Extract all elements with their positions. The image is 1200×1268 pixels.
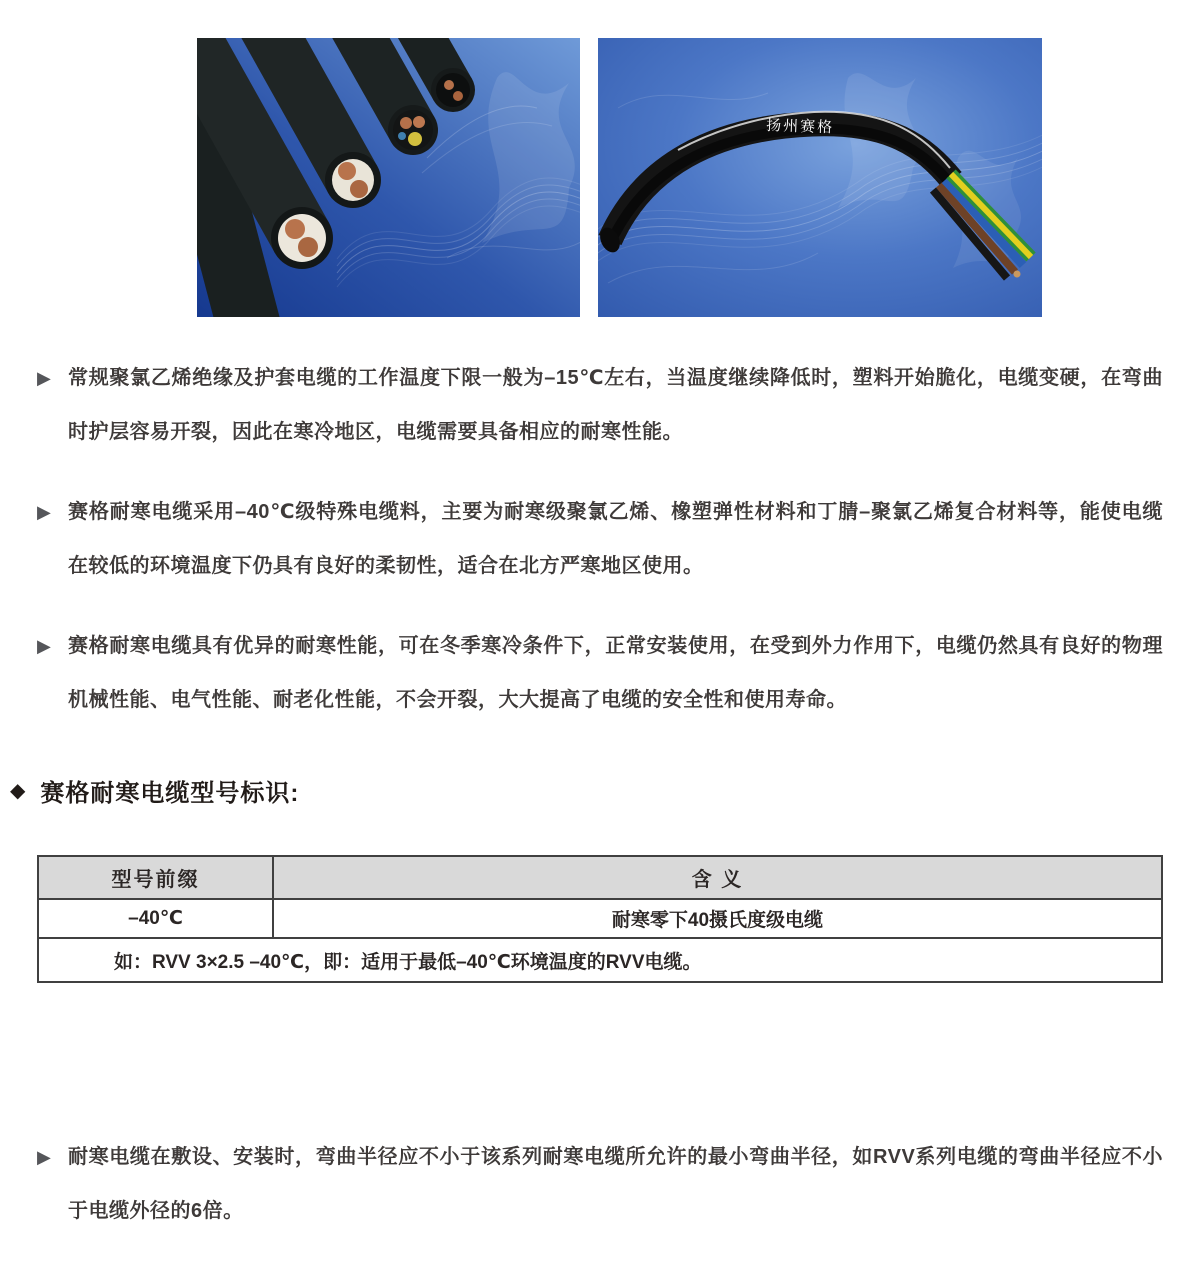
bullet-point-1	[37, 351, 1163, 459]
cell-meaning: 耐寒零下40摄氏度级电缆	[273, 899, 1162, 938]
bullet-text: 耐寒电缆在敷设、安装时，弯曲半径应不小于该系列耐寒电缆所允许的最小弯曲半径，如RVV系列电缆的弯曲半径应不小于电缆外径的6倍。	[68, 1146, 1163, 1222]
product-images	[197, 0, 1200, 317]
table-row	[38, 899, 1162, 938]
cell-model-prefix: –40℃	[38, 899, 273, 938]
table-note-row	[38, 938, 1162, 982]
cable-brand-text: 扬州赛格	[765, 117, 835, 137]
bullet-point-3	[37, 619, 1163, 727]
diamond-icon: ◆	[10, 779, 27, 802]
col-header-model-prefix: 型号前缀	[38, 856, 273, 899]
bullet-text: 常规聚氯乙烯绝缘及护套电缆的工作温度下限一般为–15℃左右，当温度继续降低时，塑料开始脆化，电缆变硬，在弯曲时护层容易开裂，因此在寒冷地区，电缆需要具备相应的耐寒性能。	[68, 367, 1163, 443]
bullet-point-2	[37, 485, 1163, 593]
triangle-bullet-icon: ▶	[37, 1147, 51, 1167]
bullet-text: 赛格耐寒电缆具有优异的耐寒性能，可在冬季寒冷条件下，正常安装使用，在受到外力作用下，电缆仍然具有良好的物理机械性能、电气性能、耐老化性能，不会开裂，大大提高了电缆的安全性和使用寿命。	[68, 635, 1163, 711]
col-header-meaning: 含 义	[273, 856, 1162, 899]
section-title: 赛格耐寒电缆型号标识:	[40, 779, 300, 807]
table-header-row	[38, 856, 1162, 899]
triangle-bullet-icon: ▶	[37, 636, 51, 656]
cell-example-note: 如：RVV 3×2.5 –40℃，即：适用于最低–40℃环境温度的RVV电缆。	[38, 938, 1162, 982]
bullet-point-4	[37, 1130, 1163, 1238]
cable-bundle-photo	[197, 38, 580, 317]
curved-cable-photo	[598, 38, 1042, 317]
page-content	[10, 351, 1163, 1238]
bullet-text: 赛格耐寒电缆采用–40℃级特殊电缆料，主要为耐寒级聚氯乙烯、橡塑弹性材料和丁腈–聚氯乙烯复合材料等，能使电缆在较低的环境温度下仍具有良好的柔韧性，适合在北方严寒地区使用。	[68, 501, 1163, 577]
triangle-bullet-icon: ▶	[37, 368, 51, 388]
section-header	[10, 773, 1163, 807]
model-prefix-table	[37, 855, 1163, 983]
triangle-bullet-icon: ▶	[37, 502, 51, 522]
